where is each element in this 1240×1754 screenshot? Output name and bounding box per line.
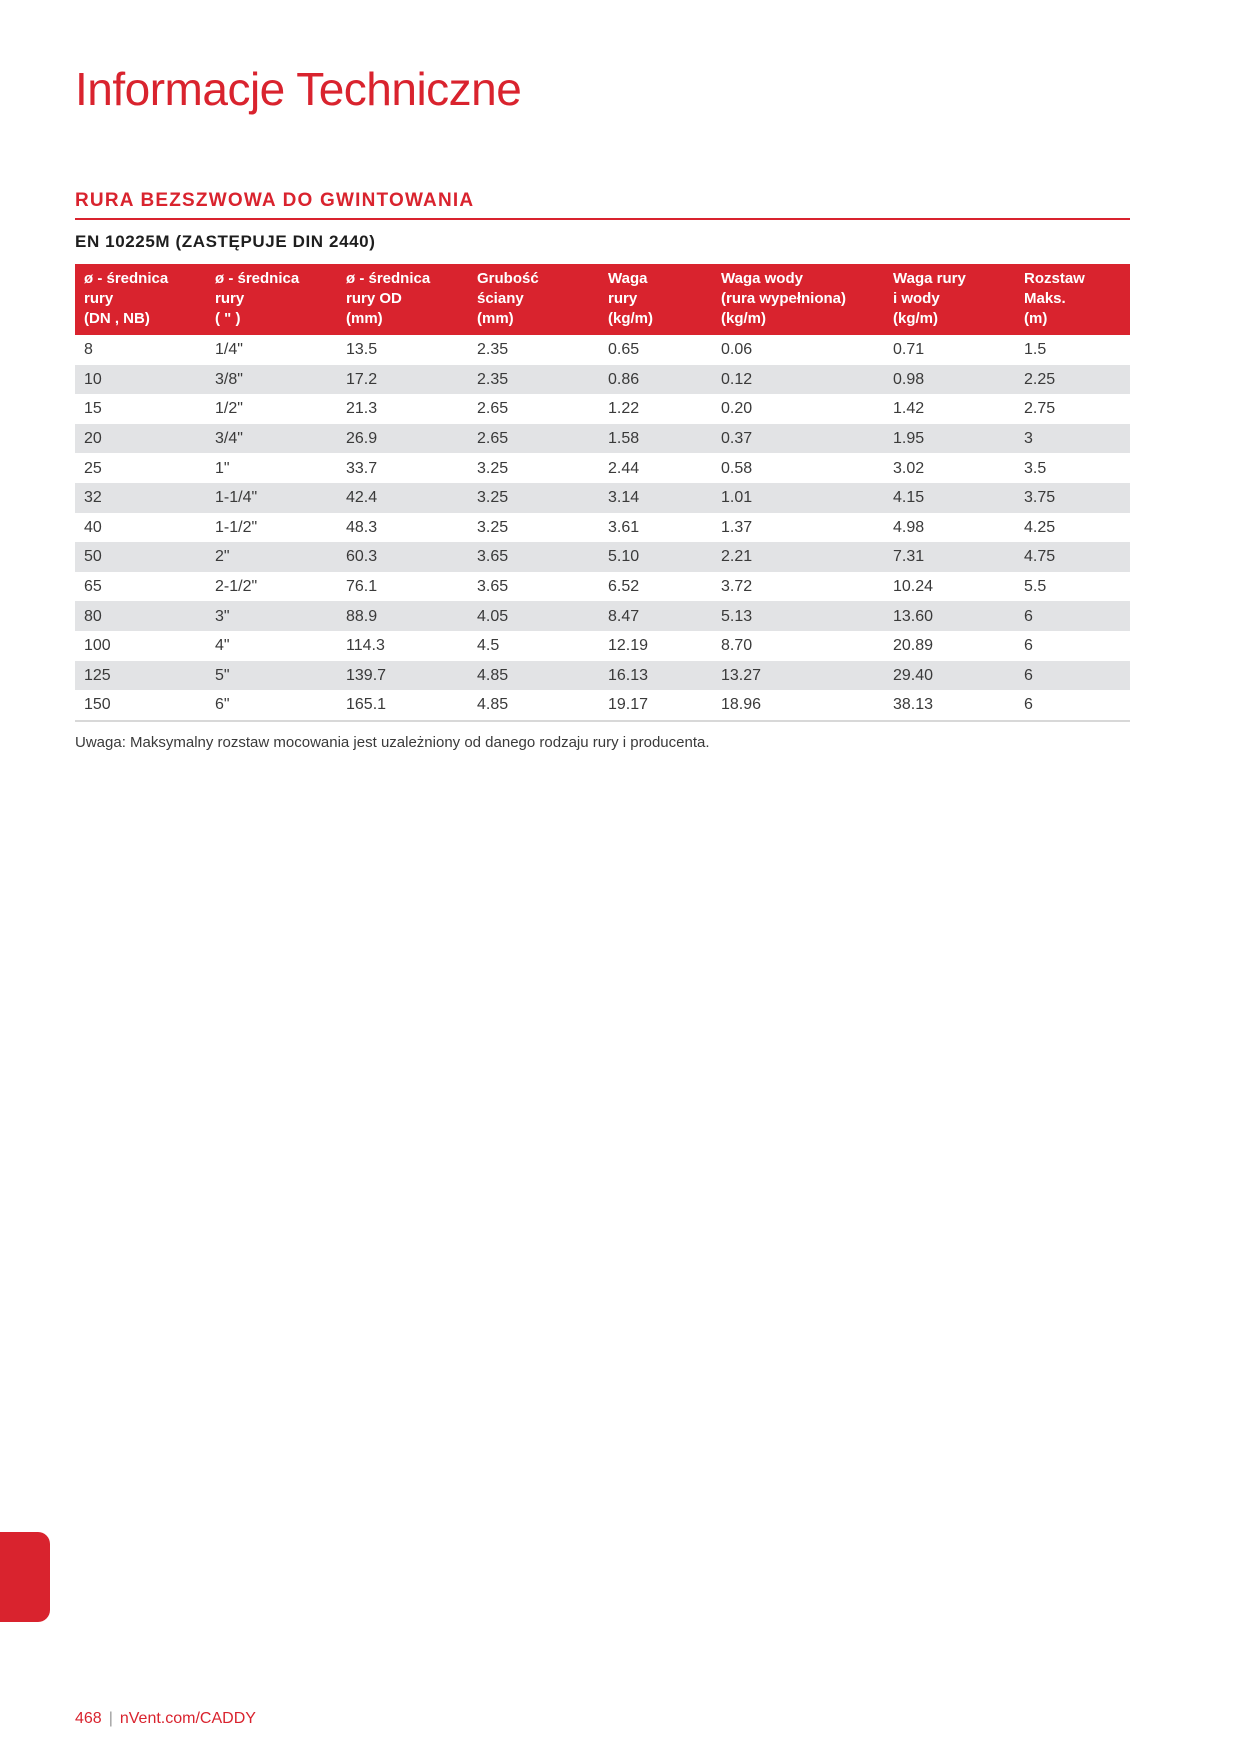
cell-wall-thickness: 2.65 <box>477 430 509 448</box>
cell-outer-diameter: 60.3 <box>346 548 378 566</box>
cell-wall-thickness: 2.65 <box>477 400 509 418</box>
cell-outer-diameter: 88.9 <box>346 607 378 625</box>
cell-nominal-diameter: 20 <box>84 430 102 448</box>
cell-max-spacing: 6 <box>1024 637 1033 655</box>
table-body <box>75 335 1130 721</box>
cell-max-spacing: 3.5 <box>1024 459 1047 477</box>
cell-inch-diameter: 1-1/2" <box>215 518 258 536</box>
cell-outer-diameter: 17.2 <box>346 370 378 388</box>
cell-pipe-weight: 1.58 <box>608 430 640 448</box>
cell-pipe-weight: 0.65 <box>608 341 640 359</box>
cell-max-spacing: 4.25 <box>1024 518 1056 536</box>
cell-max-spacing: 4.75 <box>1024 548 1056 566</box>
cell-water-weight: 0.12 <box>721 370 753 388</box>
cell-max-spacing: 2.75 <box>1024 400 1056 418</box>
cell-pipe-weight: 0.86 <box>608 370 640 388</box>
cell-pipe-water-weight: 38.13 <box>884 690 1015 721</box>
table-heading: EN 10225M (ZASTĘPUJE DIN 2440) <box>75 232 376 251</box>
cell-outer-diameter: 76.1 <box>346 578 378 596</box>
table-row <box>75 631 1130 661</box>
table-row <box>75 483 1130 513</box>
cell-nominal-diameter: 65 <box>84 578 102 596</box>
cell-pipe-water-weight: 13.60 <box>893 607 934 625</box>
cell-max-spacing: 6 <box>1015 690 1130 721</box>
header-pipe-water-weight: Waga rury i wody (kg/m) <box>893 270 966 327</box>
cell-nominal-diameter: 80 <box>84 607 102 625</box>
cell-water-weight: 3.72 <box>721 578 753 596</box>
cell-wall-thickness: 4.85 <box>468 690 599 721</box>
cell-outer-diameter: 139.7 <box>346 666 387 684</box>
table-header <box>75 264 1130 335</box>
header-water-weight: Waga wody (rura wypełniona) (kg/m) <box>721 270 847 327</box>
table-row <box>75 572 1130 602</box>
side-tab-marker <box>0 1532 50 1622</box>
cell-pipe-water-weight: 4.98 <box>893 518 925 536</box>
cell-pipe-weight: 16.13 <box>608 666 649 684</box>
cell-wall-thickness: 4.5 <box>477 637 500 655</box>
cell-inch-diameter: 2" <box>215 548 230 566</box>
cell-pipe-water-weight: 0.71 <box>893 341 925 359</box>
header-inch-diameter: ø - średnica rury ( " ) <box>215 270 300 327</box>
cell-nominal-diameter: 10 <box>84 370 102 388</box>
footer-site-link[interactable]: nVent.com/CADDY <box>119 1710 256 1727</box>
cell-pipe-water-weight: 1.42 <box>893 400 925 418</box>
cell-water-weight: 13.27 <box>721 666 762 684</box>
footer-page-number: 468 <box>75 1710 102 1727</box>
cell-outer-diameter: 33.7 <box>346 459 378 477</box>
cell-nominal-diameter: 125 <box>84 666 111 684</box>
cell-water-weight: 0.20 <box>721 400 753 418</box>
cell-water-weight: 2.21 <box>721 548 753 566</box>
cell-max-spacing: 1.5 <box>1024 341 1047 359</box>
cell-water-weight: 1.37 <box>721 518 753 536</box>
cell-inch-diameter: 1/2" <box>215 400 243 418</box>
table-row <box>75 513 1130 543</box>
cell-wall-thickness: 4.85 <box>477 666 509 684</box>
table-row <box>75 661 1130 691</box>
cell-inch-diameter: 6" <box>206 690 337 721</box>
cell-water-weight: 8.70 <box>721 637 753 655</box>
header-wall-thickness: Grubość ściany (mm) <box>477 270 539 327</box>
cell-water-weight: 5.13 <box>721 607 753 625</box>
header-nominal-diameter: ø - średnica rury (DN , NB) <box>84 270 169 327</box>
cell-pipe-weight: 2.44 <box>608 459 640 477</box>
cell-inch-diameter: 4" <box>215 637 230 655</box>
cell-nominal-diameter: 150 <box>75 690 206 721</box>
cell-pipe-water-weight: 4.15 <box>893 489 925 507</box>
cell-inch-diameter: 5" <box>215 666 230 684</box>
cell-pipe-water-weight: 0.98 <box>893 370 925 388</box>
cell-inch-diameter: 1" <box>215 459 230 477</box>
cell-max-spacing: 6 <box>1024 666 1033 684</box>
cell-max-spacing: 2.25 <box>1024 370 1056 388</box>
cell-nominal-diameter: 50 <box>84 548 102 566</box>
cell-pipe-weight: 1.22 <box>608 400 640 418</box>
cell-max-spacing: 3.75 <box>1024 489 1056 507</box>
section-heading: RURA BEZSZWOWA DO GWINTOWANIA <box>75 190 1130 220</box>
table-row <box>75 542 1130 572</box>
cell-max-spacing: 3 <box>1024 430 1033 448</box>
cell-nominal-diameter: 40 <box>84 518 102 536</box>
table-row <box>75 394 1130 424</box>
cell-wall-thickness: 3.65 <box>477 578 509 596</box>
cell-pipe-water-weight: 7.31 <box>893 548 925 566</box>
table-row <box>75 690 1130 721</box>
cell-outer-diameter: 42.4 <box>346 489 378 507</box>
cell-nominal-diameter: 15 <box>84 400 102 418</box>
cell-inch-diameter: 1-1/4" <box>215 489 258 507</box>
cell-pipe-weight: 19.17 <box>599 690 712 721</box>
table-row <box>75 453 1130 483</box>
cell-pipe-weight: 8.47 <box>608 607 640 625</box>
footer-separator: | <box>108 1710 113 1727</box>
cell-outer-diameter: 114.3 <box>346 637 385 655</box>
cell-pipe-weight: 12.19 <box>608 637 649 655</box>
cell-nominal-diameter: 100 <box>84 637 111 655</box>
cell-nominal-diameter: 32 <box>84 489 102 507</box>
cell-water-weight: 0.58 <box>721 459 753 477</box>
cell-wall-thickness: 2.35 <box>477 370 509 388</box>
cell-pipe-weight: 5.10 <box>608 548 640 566</box>
cell-water-weight: 0.06 <box>721 341 753 359</box>
table-row <box>75 424 1130 454</box>
cell-outer-diameter: 26.9 <box>346 430 378 448</box>
cell-water-weight: 18.96 <box>712 690 884 721</box>
cell-wall-thickness: 3.25 <box>477 518 509 536</box>
cell-pipe-water-weight: 10.24 <box>893 578 934 596</box>
cell-wall-thickness: 3.25 <box>477 489 509 507</box>
cell-pipe-weight: 6.52 <box>608 578 640 596</box>
cell-outer-diameter: 13.5 <box>346 341 378 359</box>
cell-nominal-diameter: 25 <box>84 459 102 477</box>
cell-wall-thickness: 3.65 <box>477 548 509 566</box>
table-note: Uwaga: Maksymalny rozstaw mocowania jest uzależniony od danego rodzaju rury i producenta. <box>75 734 710 751</box>
cell-nominal-diameter: 8 <box>84 341 93 359</box>
cell-inch-diameter: 3/4" <box>215 430 243 448</box>
cell-pipe-water-weight: 29.40 <box>893 666 934 684</box>
page-title: Informacje Techniczne <box>75 63 522 115</box>
cell-wall-thickness: 2.35 <box>477 341 509 359</box>
table-row <box>75 335 1130 365</box>
cell-wall-thickness: 4.05 <box>477 607 509 625</box>
cell-inch-diameter: 1/4" <box>215 341 243 359</box>
footer <box>75 1710 256 1728</box>
table-row <box>75 601 1130 631</box>
cell-inch-diameter: 3" <box>215 607 230 625</box>
cell-pipe-weight: 3.14 <box>608 489 640 507</box>
header-pipe-weight: Waga rury (kg/m) <box>608 270 653 327</box>
cell-inch-diameter: 2-1/2" <box>215 578 258 596</box>
cell-water-weight: 0.37 <box>721 430 753 448</box>
cell-pipe-weight: 3.61 <box>608 518 640 536</box>
cell-max-spacing: 6 <box>1024 607 1033 625</box>
cell-outer-diameter: 21.3 <box>346 400 378 418</box>
table-row <box>75 365 1130 395</box>
cell-outer-diameter: 165.1 <box>337 690 468 721</box>
header-outer-diameter: ø - średnica rury OD (mm) <box>346 270 431 327</box>
table-header-row <box>75 264 1130 335</box>
header-max-spacing: Rozstaw Maks. (m) <box>1024 270 1085 327</box>
pipe-spec-table <box>75 264 1130 722</box>
cell-pipe-water-weight: 20.89 <box>893 637 934 655</box>
cell-max-spacing: 5.5 <box>1024 578 1047 596</box>
cell-inch-diameter: 3/8" <box>215 370 243 388</box>
cell-outer-diameter: 48.3 <box>346 518 378 536</box>
cell-pipe-water-weight: 1.95 <box>893 430 925 448</box>
cell-pipe-water-weight: 3.02 <box>893 459 925 477</box>
cell-wall-thickness: 3.25 <box>477 459 509 477</box>
cell-water-weight: 1.01 <box>721 489 753 507</box>
